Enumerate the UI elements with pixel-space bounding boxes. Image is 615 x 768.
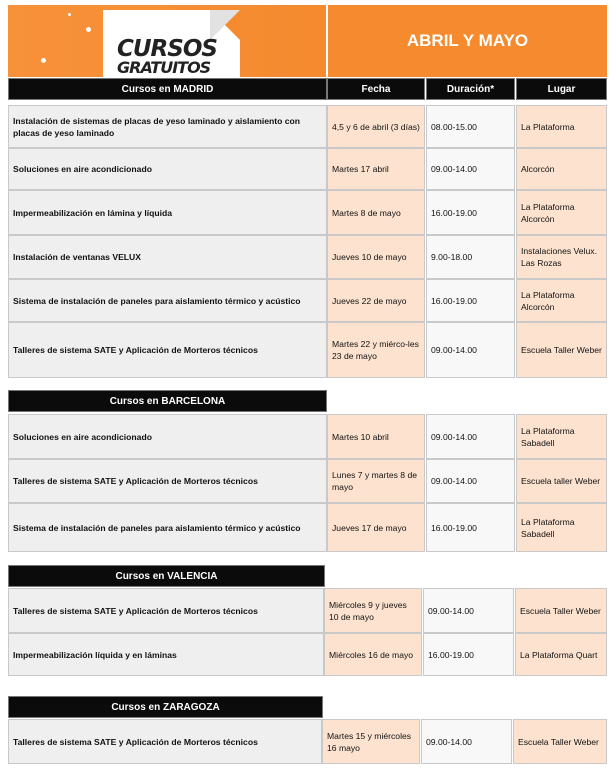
course-duration: 9.00-18.00 [426,235,515,279]
course-name: Talleres de sistema SATE y Aplicación de Morteros técnicos [8,719,322,764]
course-place: La Plataforma Alcorcón [516,279,607,322]
course-duration: 08.00-15.00 [426,105,515,148]
course-duration: 09.00-14.00 [423,588,514,633]
course-place: La Plataforma Sabadell [516,414,607,459]
course-date: 4,5 y 6 de abril (3 días) [327,105,425,148]
column-header-fecha: Fecha [327,78,425,100]
course-place: La Plataforma Quart [515,633,607,676]
course-date: Martes 15 y miércoles 16 mayo [322,719,420,764]
course-duration: 09.00-14.00 [426,414,515,459]
decorative-dot [86,27,91,32]
course-duration: 09.00-14.00 [421,719,512,764]
course-name: Sistema de instalación de paneles para aislamiento térmico y acústico [8,279,327,322]
course-name: Talleres de sistema SATE y Aplicación de Morteros técnicos [8,588,324,633]
course-name: Soluciones en aire acondicionado [8,148,327,190]
course-duration: 16.00-19.00 [426,279,515,322]
section-header: Cursos en BARCELONA [8,390,327,412]
course-place: Escuela Taller Weber [516,322,607,378]
course-date: Jueves 17 de mayo [327,503,425,552]
course-place: Instalaciones Velux. Las Rozas [516,235,607,279]
course-duration: 16.00-19.00 [426,503,515,552]
course-name: Soluciones en aire acondicionado [8,414,327,459]
course-name: Talleres de sistema SATE y Aplicación de Morteros técnicos [8,459,327,503]
course-place: La Plataforma [516,105,607,148]
course-place: Escuela taller Weber [516,459,607,503]
column-header-duracion: Duración* [426,78,515,100]
logo-line2: GRATUITOS [117,58,211,77]
course-name: Talleres de sistema SATE y Aplicación de Morteros técnicos [8,322,327,378]
course-duration: 09.00-14.00 [426,148,515,190]
course-name: Instalación de sistemas de placas de yeso laminado y aislamiento con placas de yeso laminado [8,105,327,148]
logo-card [103,10,240,77]
logo-line1: CURSOS [117,36,217,62]
banner-logo-area [8,5,326,77]
course-date: Jueves 22 de mayo [327,279,425,322]
course-date: Martes 17 abril [327,148,425,190]
course-duration: 09.00-14.00 [426,459,515,503]
course-place: Escuela Taller Weber [513,719,607,764]
period-title: ABRIL Y MAYO [328,5,607,77]
section-header: Cursos en ZARAGOZA [8,696,323,718]
course-date: Jueves 10 de mayo [327,235,425,279]
course-place: Alcorcón [516,148,607,190]
course-date: Martes 10 abril [327,414,425,459]
course-duration: 09.00-14.00 [426,322,515,378]
course-name: Impermeabilización líquida y en láminas [8,633,324,676]
course-date: Miércoles 16 de mayo [324,633,422,676]
course-duration: 16.00-19.00 [423,633,514,676]
course-date: Lunes 7 y martes 8 de mayo [327,459,425,503]
section-header: Cursos en MADRID [8,78,327,100]
course-name: Impermeabilización en lámina y líquida [8,190,327,235]
course-date: Martes 8 de mayo [327,190,425,235]
decorative-dot [68,13,71,16]
decorative-dot [41,58,46,63]
course-name: Sistema de instalación de paneles para aislamiento térmico y acústico [8,503,327,552]
section-header: Cursos en VALENCIA [8,565,325,587]
course-date: Martes 22 y miérco-les 23 de mayo [327,322,425,378]
course-name: Instalación de ventanas VELUX [8,235,327,279]
logo [117,38,217,76]
column-header-lugar: Lugar [516,78,607,100]
course-duration: 16.00-19.00 [426,190,515,235]
course-place: Escuela Taller Weber [515,588,607,633]
course-place: La Plataforma Alcorcón [516,190,607,235]
course-place: La Plataforma Sabadell [516,503,607,552]
course-date: Miércoles 9 y jueves 10 de mayo [324,588,422,633]
